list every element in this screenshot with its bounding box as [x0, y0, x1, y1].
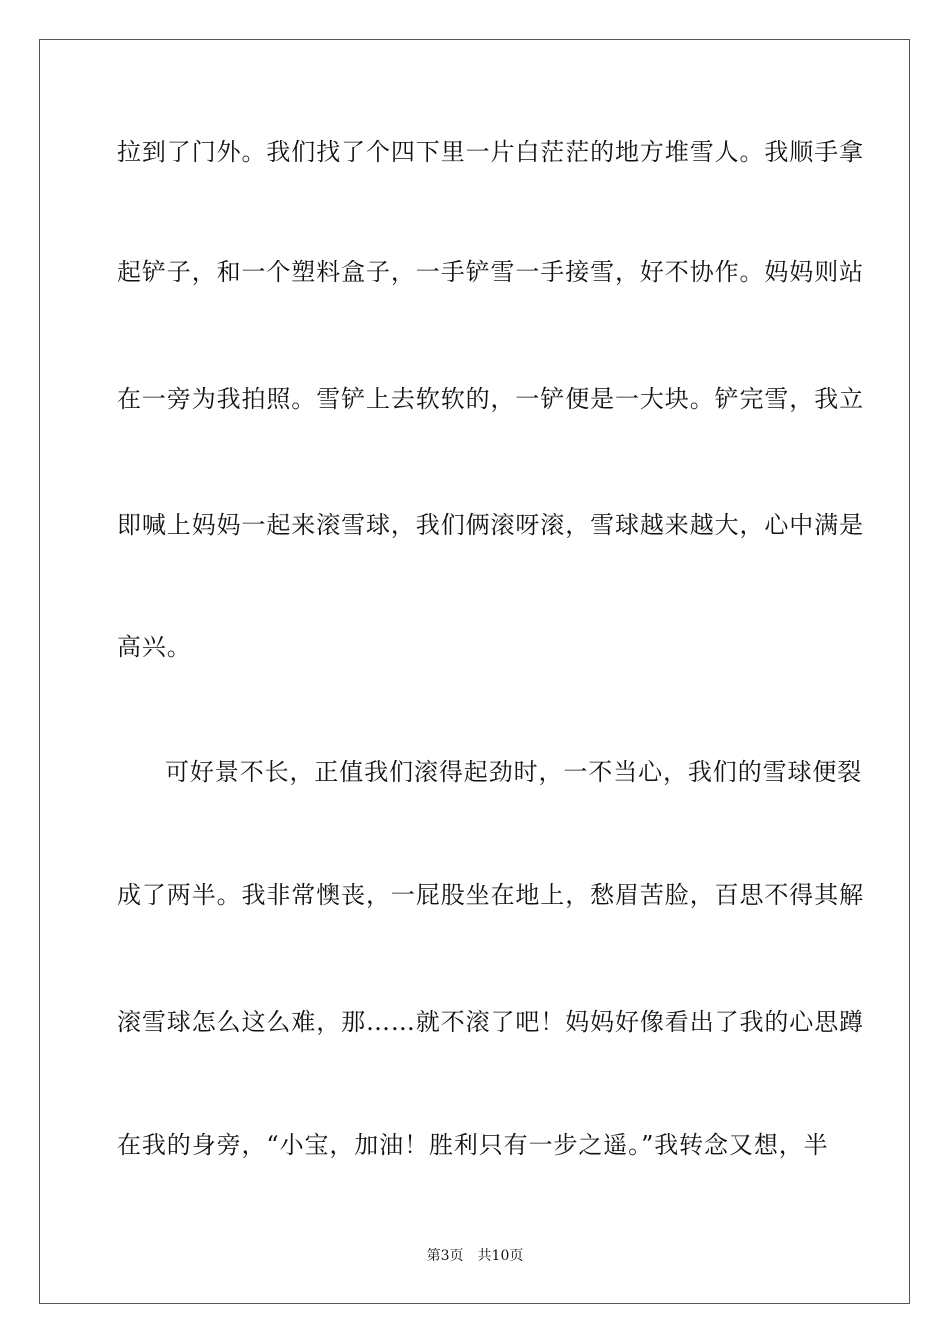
body-text-line: 高兴。	[117, 633, 192, 661]
body-text-line: 即喊上妈妈一起来滚雪球，我们俩滚呀滚，雪球越来越大，心中满是	[117, 511, 864, 539]
body-text-line: 成了两半。我非常懊丧，一屁股坐在地上，愁眉苦脸，百思不得其解	[117, 881, 864, 909]
body-text-line: 在我的身旁，“小宝，加油！胜利只有一步之遥。”我转念又想，半	[117, 1131, 829, 1159]
page-number: 第3页	[426, 1248, 464, 1264]
body-text-line: 滚雪球怎么这么难，那……就不滚了吧！妈妈好像看出了我的心思蹲	[117, 1008, 864, 1036]
page-footer	[0, 1246, 950, 1266]
body-text-line: 起铲子，和一个塑料盒子，一手铲雪一手接雪，好不协作。妈妈则站	[117, 258, 864, 286]
page-border	[39, 39, 910, 1304]
body-text-line: 拉到了门外。我们找了个四下里一片白茫茫的地方堆雪人。我顺手拿	[117, 138, 864, 166]
paragraph-start-line: 可好景不长，正值我们滚得起劲时，一不当心，我们的雪球便裂	[165, 758, 863, 786]
body-text-line: 在一旁为我拍照。雪铲上去软软的，一铲便是一大块。铲完雪，我立	[117, 385, 864, 413]
page-total: 共10页	[477, 1248, 524, 1264]
